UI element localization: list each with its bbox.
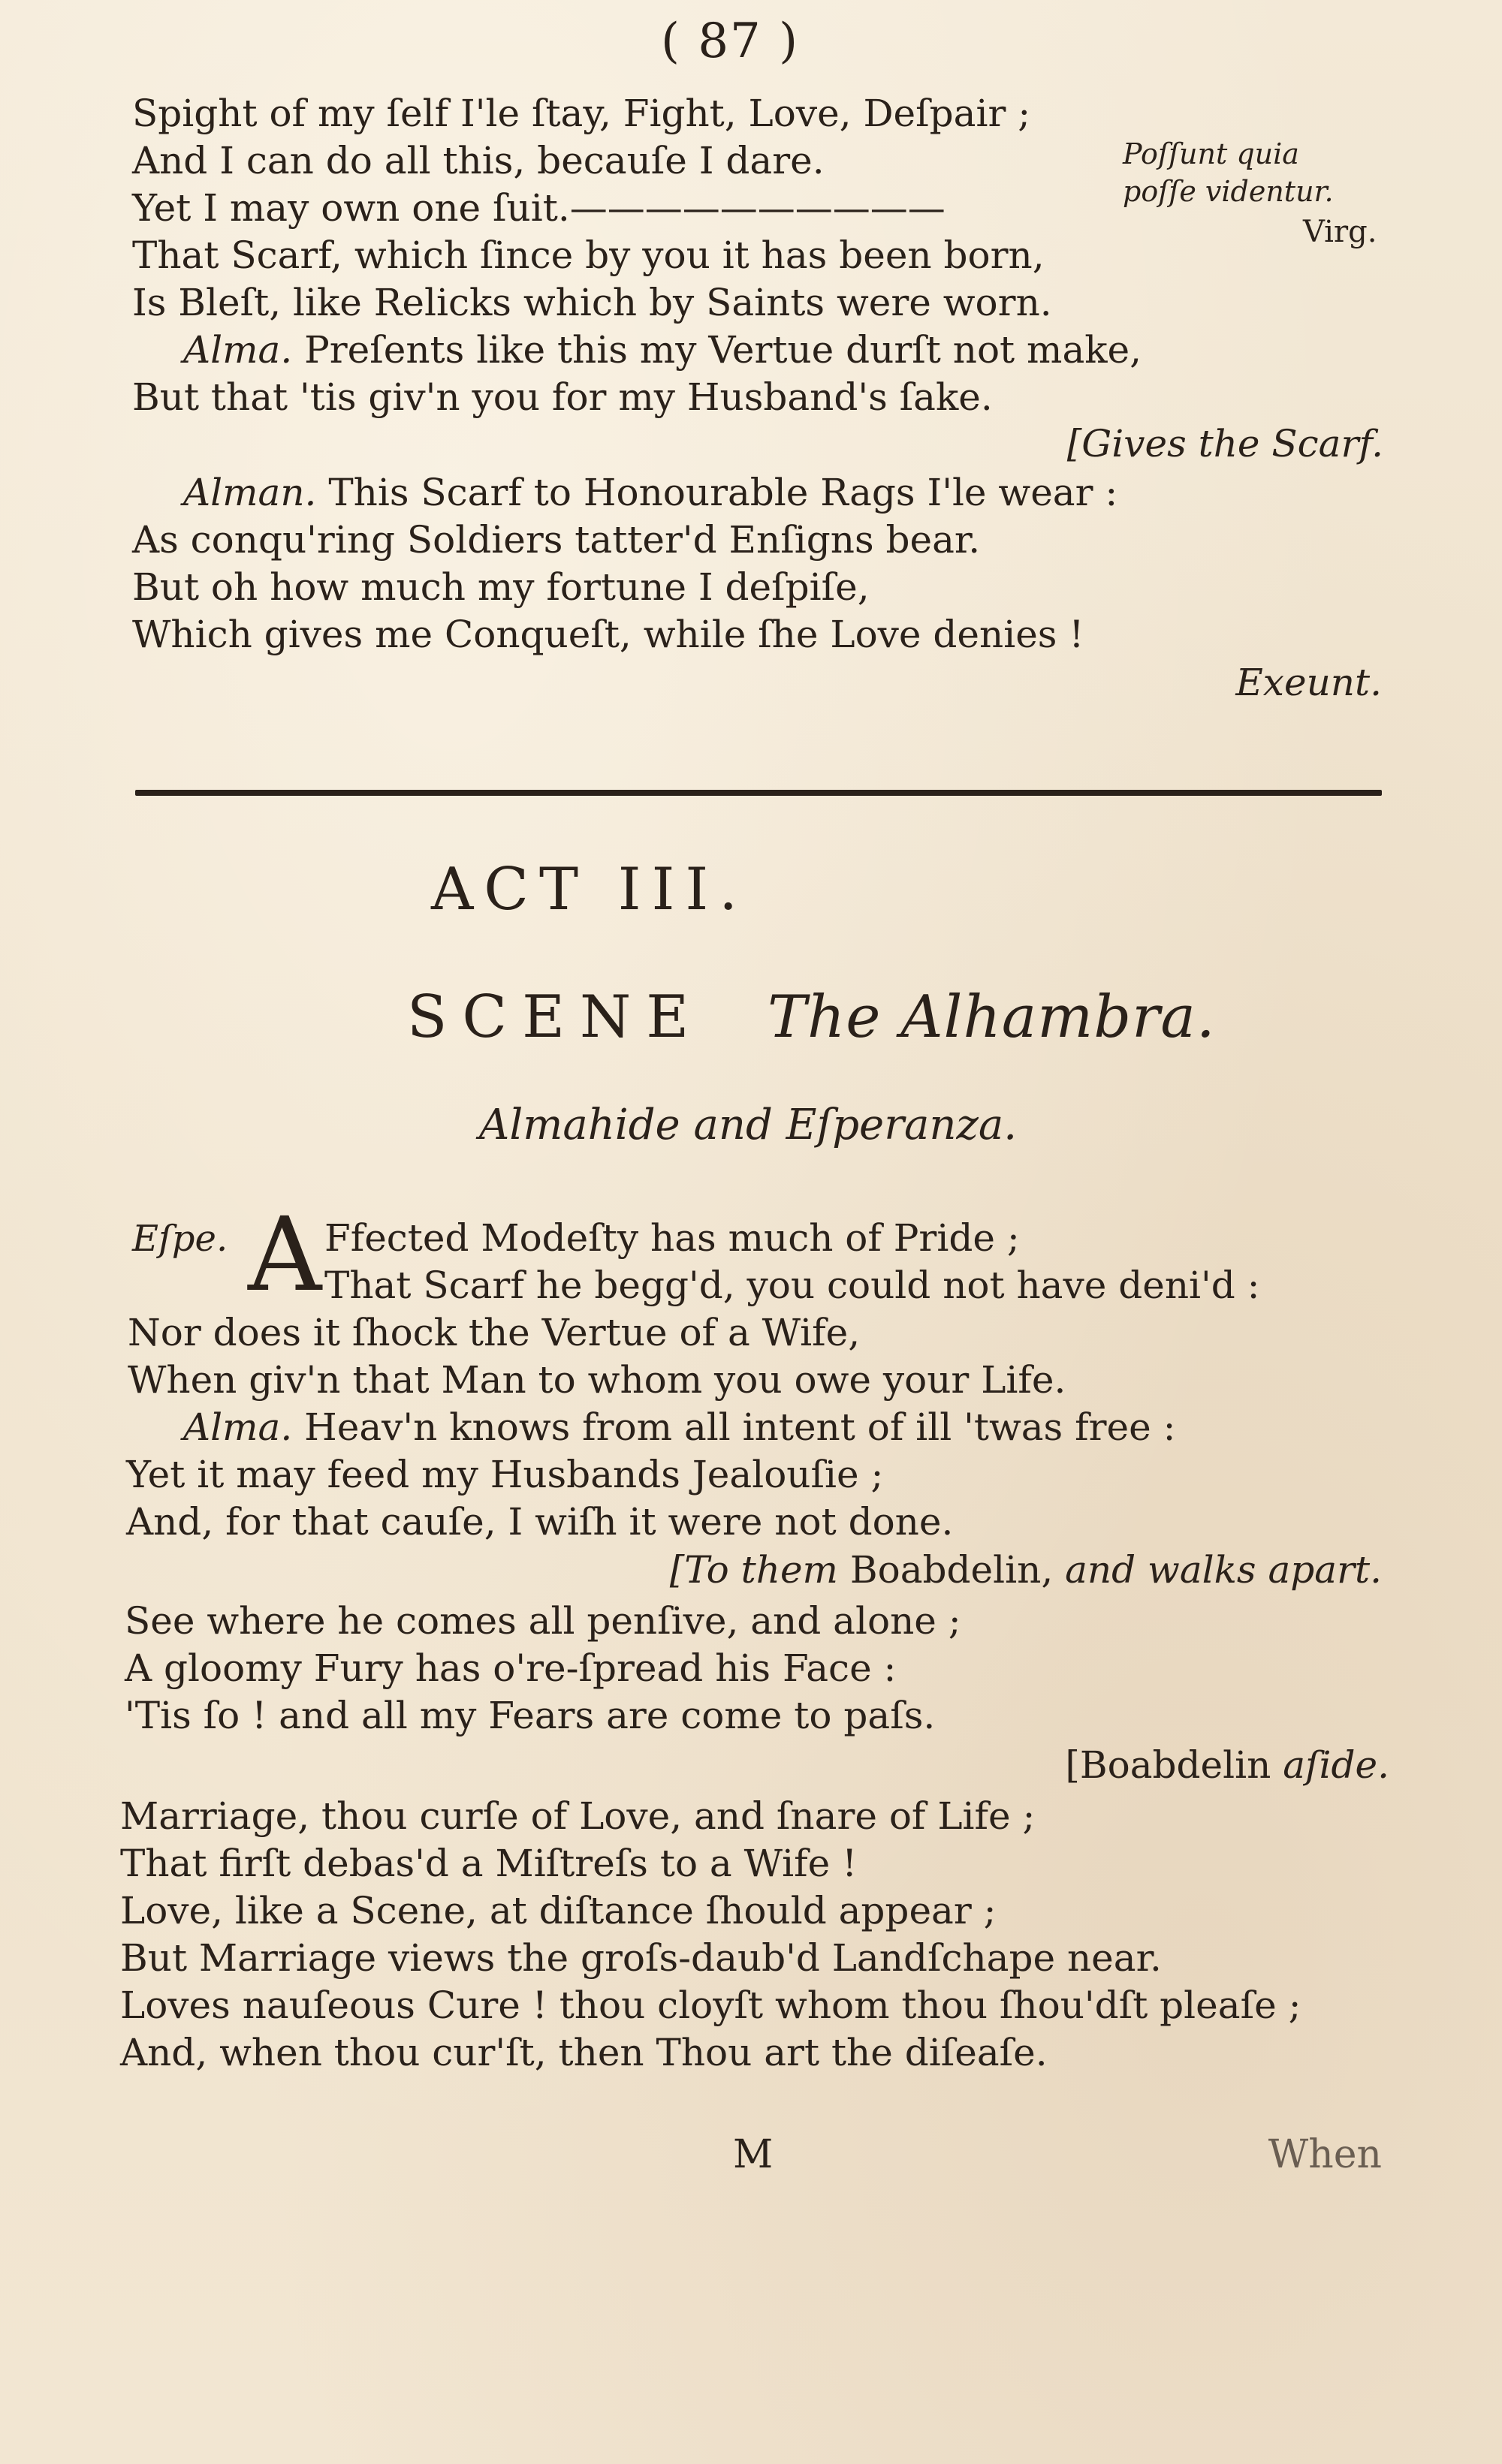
verse-line: 'Tis ſo ! and all my Fears are come to paſs. xyxy=(125,1694,936,1737)
verse-line: Is Bleſt, like Relicks which by Saints were worn. xyxy=(132,281,1052,324)
verse-line: See where he comes all penſive, and alone ; xyxy=(125,1599,961,1643)
stage-text: and walks apart. xyxy=(1065,1548,1382,1592)
speech-alman xyxy=(132,469,1117,517)
scene-place: The Alhambra. xyxy=(768,983,1216,1051)
verse-line: That Scarf he begg'd, you could not have deni'd : xyxy=(324,1264,1260,1307)
stage-direction-exeunt: Exeunt. xyxy=(1235,661,1382,704)
verse-text: This Scarf to Honourable Rags I'le wear : xyxy=(328,471,1118,514)
verse-line: Spight of my ſelf I'le ſtay, Fight, Love, Deſpair ; xyxy=(132,92,1031,135)
catchword: When xyxy=(1268,2132,1382,2177)
verse-text: Preſents like this my Vertue durſt not make, xyxy=(304,328,1142,372)
page-number: ( 87 ) xyxy=(661,14,800,69)
margin-note-source: Virg. xyxy=(1303,215,1377,249)
signature-mark: M xyxy=(733,2132,774,2177)
verse-line: But that 'tis giv'n you for my Husband's ſake. xyxy=(132,375,993,419)
verse-line: That firſt debas'd a Miſtreſs to a Wife ! xyxy=(120,1842,858,1885)
margin-note-line: Poſſunt quia xyxy=(1123,137,1299,170)
verse-line: Which gives me Conqueſt, while ſhe Love denies ! xyxy=(132,613,1084,656)
verse-line: But oh how much my fortune I deſpiſe, xyxy=(132,565,870,609)
act-heading: ACT III. xyxy=(430,856,749,923)
speech-alma xyxy=(132,1404,1175,1451)
verse-line: Loves nauſeous Cure ! thou cloyſt whom thou ſhou'dſt pleaſe ; xyxy=(120,1984,1301,2027)
section-rule xyxy=(135,790,1382,796)
verse-line: Love, like a Scene, at diſtance ſhould appear ; xyxy=(120,1889,997,1932)
verse-line: But Marriage views the groſs-daub'd Landſchape near. xyxy=(120,1936,1162,1980)
verse-line: Marriage, thou curſe of Love, and ſnare of Life ; xyxy=(120,1794,1036,1838)
speaker-name: Alman. xyxy=(183,471,317,514)
verse-line: Ffected Modeſty has much of Pride ; xyxy=(324,1216,1020,1260)
stage-direction xyxy=(670,1548,1382,1592)
scene-label: SCENE xyxy=(407,983,704,1051)
verse-line: When giv'n that Man to whom you owe your Life. xyxy=(128,1358,1066,1402)
verse-text: Heav'n knows from all intent of ill 'twas free : xyxy=(304,1405,1176,1449)
verse-line: Nor does it ſhock the Vertue of a Wife, xyxy=(128,1311,861,1354)
characters-line: Almahide and Eſperanza. xyxy=(478,1101,1018,1149)
speaker-name: Alma. xyxy=(183,1405,293,1449)
stage-direction: [Gives the Scarf. xyxy=(1066,422,1383,465)
verse-line: Yet it may feed my Husbands Jealouſie ; xyxy=(126,1453,884,1496)
speaker-name: Alma. xyxy=(183,328,293,372)
speech-alma xyxy=(132,327,1142,374)
stage-text: aſide. xyxy=(1283,1743,1389,1787)
drop-capital: A xyxy=(248,1196,322,1315)
stage-direction-aside xyxy=(1065,1743,1389,1787)
verse-line: And, when thou cur'ſt, then Thou art the diſeaſe. xyxy=(120,2031,1048,2074)
margin-note-line: poſſe videntur. xyxy=(1123,175,1334,208)
character-name: Boabdelin, xyxy=(849,1548,1054,1592)
stage-text: [To them xyxy=(669,1548,838,1592)
verse-line: And, for that cauſe, I wiſh it were not done. xyxy=(126,1500,954,1544)
verse-line: And I can do all this, becauſe I dare. xyxy=(132,139,825,182)
verse-line: As conqu'ring Soldiers tatter'd Enſigns bear. xyxy=(132,518,981,562)
verse-line: Yet I may own one ſuit.—————————— xyxy=(132,186,946,230)
verse-line: That Scarf, which ſince by you it has been born, xyxy=(132,233,1045,277)
character-name: [Boabdelin xyxy=(1065,1743,1271,1787)
speaker-name: Eſpe. xyxy=(132,1218,228,1260)
verse-line: A gloomy Fury has o're-ſpread his Face : xyxy=(125,1646,897,1690)
